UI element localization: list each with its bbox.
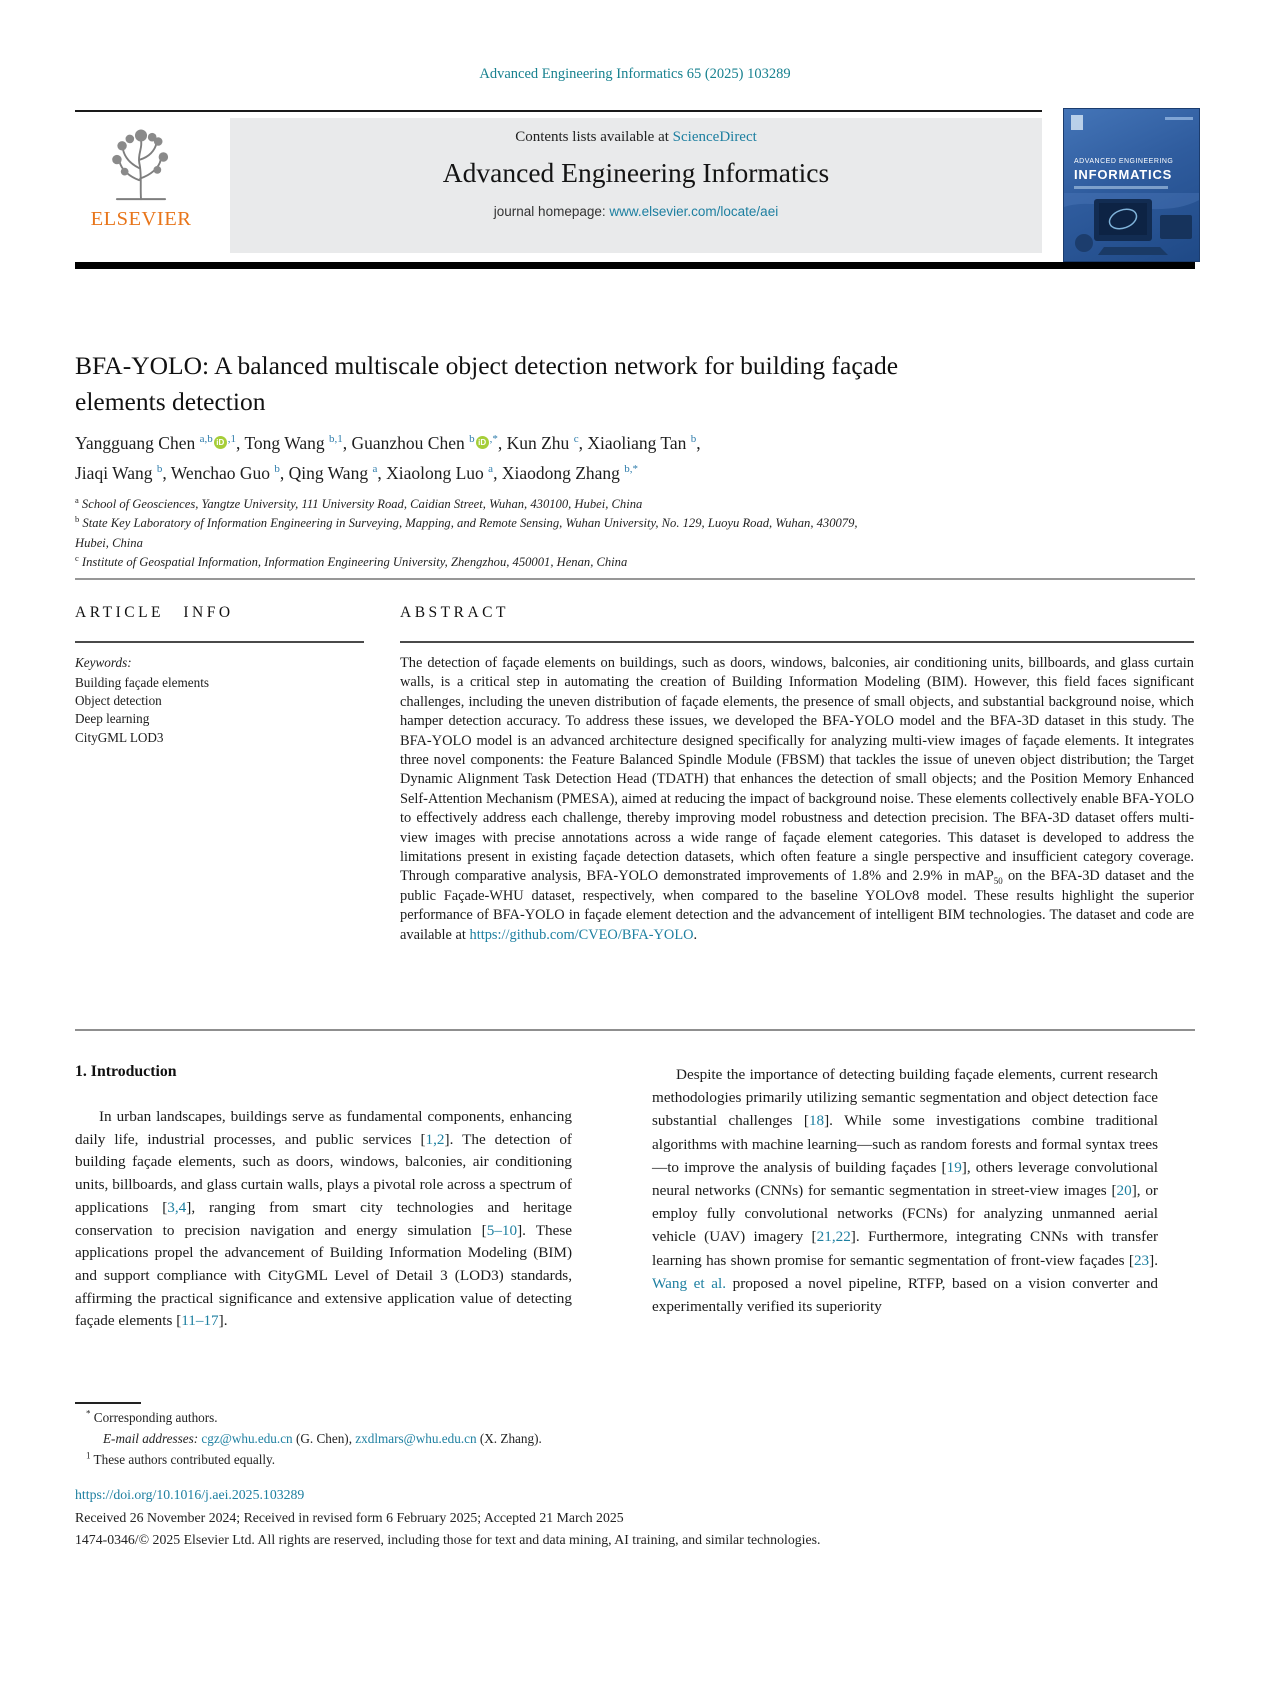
journal-cover-thumbnail[interactable]: [1063, 108, 1200, 262]
article-info-heading: ARTICLE INFO: [75, 604, 234, 621]
cover-issn-mark: [1165, 117, 1193, 120]
orcid-icon[interactable]: iD: [214, 436, 227, 449]
text-run: on the BFA-3D dataset and the public Façade-WHU dataset, respectively, when compared to the baseline YOLOv8 model. These results highlight the superior performance of BFA-YOLO in façade element detection and the advancement of intelligent BIM technologies. The dataset and code are available at: [400, 868, 1194, 943]
text-run: proposed a novel pipeline, RTFP, based on a vision converter and experimentally verified its superiority: [652, 1274, 1159, 1316]
text-run: The detection of façade elements on buildings, such as doors, windows, balconies, air conditioning units, billboards, and glass curtain walls, is a critical step in automating the creation of Building Information Modeling (BIM). However, this field faces significant challenges, including the uneven distribution of façade elements, the presence of small objects, and substantial background noise, which hamper detection accuracy. To address these issues, we developed the BFA-YOLO model and the BFA-3D dataset in this study. The BFA-YOLO model is an advanced architecture designed specifically for analyzing multi-view images of façade elements. It integrates three novel components: the Feature Balanced Spindle Module (FBSM) that tackles the issue of uneven object distribution; the Target Dynamic Alignment Task Detection Head (TDATH) that enhances the detection of small objects; and the Position Memory Enhanced Self-Attention Mechanism (PMESA), aimed at reducing the impact of background noise. These elements collectively enable BFA-YOLO to effectively address each challenge, thereby improving model robustness and detection precision. The BFA-3D dataset offers multi-view images with precise annotations across a wide range of façade element categories. This dataset is developed to address the limitations present in existing façade detection datasets, which often feature a single perspective and insufficient category coverage. Through comparative analysis, BFA-YOLO demonstrated improvements of 1.8% and 2.9% in mAP: [400, 655, 1194, 885]
italic-text: State Key Laboratory of Information Engineering in Surveying, Mapping, and Remote Sensing, Wuhan University, No. 129, Luoyu Road, Wuhan, 430079, Hubei, China: [75, 516, 858, 550]
article-title: BFA-YOLO: A balanced multiscale object detection network for building façade elements detection: [75, 351, 899, 416]
text-run: , Qing Wang: [279, 462, 373, 483]
header-bottom-bar: [75, 262, 1195, 269]
inline-link[interactable]: 1,2: [425, 1130, 445, 1148]
footnote-equal-contribution: [86, 1452, 275, 1468]
superscript: b: [75, 514, 80, 525]
footnote-corresponding: [86, 1410, 218, 1426]
text-run: ]. While some investigations combine traditional algorithms with machine learning—such as random forests and formal syntax trees—to improve the analysis of building façades [: [652, 1112, 1158, 1176]
abstract-rule: [400, 641, 1194, 643]
text-run: , Kun Zhu: [497, 433, 574, 453]
orcid-icon[interactable]: iD: [476, 436, 489, 449]
text-run: , Tong Wang: [236, 433, 329, 453]
subscript: 50: [993, 876, 1003, 887]
italic-text: Institute of Geospatial Information, Information Engineering University, Zhengzhou, 450001, Henan, China: [78, 554, 628, 569]
keyword-item: CityGML LOD3: [75, 729, 164, 745]
keyword-item: Building façade elements: [75, 675, 210, 690]
italic-text: School of Geosciences, Yangtze University, 111 University Road, Caidian Street, Wuhan, 430100, Hubei, China: [78, 497, 643, 511]
inline-link[interactable]: 20: [1116, 1182, 1132, 1200]
inline-link[interactable]: ScienceDirect: [672, 129, 757, 145]
superscript: b: [690, 433, 697, 446]
section-divider-top: [75, 578, 1195, 580]
affiliation-b: [75, 514, 875, 553]
text-run: , Guanzhou Chen: [342, 433, 470, 453]
contents-line: [230, 118, 1042, 146]
cover-title-line1: ADVANCED ENGINEERING: [1074, 158, 1174, 165]
superscript: b,1: [328, 433, 343, 446]
text-run: , Wenchao Guo: [162, 462, 275, 483]
superscript: a: [488, 462, 494, 475]
abstract-body: [400, 654, 1194, 945]
homepage-line: [230, 204, 1042, 219]
authors-line-1: [75, 429, 1155, 459]
inline-link[interactable]: Wang et al.: [652, 1274, 726, 1292]
text-run: , Xiaolong Luo: [377, 462, 489, 483]
text-run: ]. Furthermore, integrating CNNs with transfer learning has shown promise for semantic segmentation of front-view façades [: [652, 1228, 1158, 1269]
affiliation-a: [75, 495, 875, 514]
inline-link[interactable]: 3,4: [167, 1198, 187, 1216]
text-run: Jiaqi Wang: [75, 462, 157, 483]
introduction-heading: 1. Introduction: [75, 1063, 177, 1080]
inline-link[interactable]: 23: [1133, 1251, 1150, 1269]
text-run: Contents lists available at: [515, 129, 673, 145]
inline-link[interactable]: zxdlmars@whu.edu.cn: [355, 1431, 477, 1446]
superscript: b: [274, 462, 280, 475]
superscript: a: [372, 462, 378, 475]
text-run: Corresponding authors.: [90, 1410, 218, 1425]
affiliation-c: [75, 553, 875, 572]
footnote-rule: [75, 1402, 141, 1404]
superscript: a: [75, 494, 79, 505]
journal-ref: Advanced Engineering Informatics 65 (2025) 103289: [479, 66, 791, 82]
text-run: , Xiaoliang Tan: [578, 433, 691, 453]
cover-art: [1064, 193, 1200, 261]
text-run: (G. Chen),: [292, 1431, 356, 1446]
keyword-item: Deep learning: [75, 711, 150, 727]
keywords-label: Keywords:: [75, 655, 132, 670]
doi-link[interactable]: https://doi.org/10.1016/j.aei.2025.103289: [75, 1487, 305, 1502]
authors-line-2: [75, 459, 1155, 489]
elsevier-wordmark: ELSEVIER: [90, 208, 192, 230]
inline-link[interactable]: 5–10: [486, 1221, 518, 1239]
article-info-rule: [75, 641, 364, 643]
author-list: [75, 429, 1155, 488]
cover-subtitle-mark: [1074, 186, 1168, 189]
italic-text: E-mail addresses:: [103, 1431, 202, 1446]
superscript: c: [75, 552, 79, 563]
text-run: ], others leverage convolutional neural networks (CNNs) for semantic segmentation in street-view images [: [652, 1158, 1158, 1200]
text-run: These authors contributed equally.: [90, 1452, 276, 1467]
journal-title: Advanced Engineering Informatics: [442, 157, 830, 188]
inline-link[interactable]: 21,22: [816, 1228, 851, 1246]
affiliations: [75, 495, 875, 572]
footnote-emails: [103, 1431, 542, 1447]
superscript: ,1: [227, 433, 237, 446]
superscript: a,b: [199, 433, 213, 446]
elsevier-logo: [80, 120, 202, 231]
superscript: c: [573, 433, 579, 446]
superscript: b: [156, 462, 163, 475]
text-run: ], or employ fully convolutional networks (FCNs) for analyzing unmanned aerial vehicle (UAV) imagery [: [652, 1182, 1158, 1246]
inline-link[interactable]: 19: [946, 1158, 962, 1176]
text-run: ], ranging from smart city technologies and heritage conservation to precision navigation and energy simulation [: [75, 1198, 572, 1239]
received-dates: Received 26 November 2024; Received in revised form 6 February 2025; Accepted 21 March 2025: [75, 1510, 624, 1525]
keywords-list: [75, 674, 209, 747]
inline-link[interactable]: www.elsevier.com/locate/aei: [609, 204, 779, 219]
superscript: b,*: [624, 462, 639, 475]
inline-link[interactable]: cgz@whu.edu.cn: [201, 1431, 293, 1446]
text-run: (X. Zhang).: [476, 1431, 542, 1446]
inline-link[interactable]: 18: [808, 1112, 825, 1130]
header-top-rule: [75, 110, 1042, 112]
text-run: Yangguang Chen: [75, 433, 200, 453]
journal-banner: [230, 118, 1042, 253]
inline-link[interactable]: https://github.com/CVEO/BFA-YOLO: [469, 926, 694, 943]
superscript: ,*: [489, 433, 498, 446]
elsevier-tree-icon: [97, 120, 185, 206]
superscript: b: [469, 433, 475, 446]
section-divider-bottom: [75, 1029, 1195, 1031]
text-run: , Xiaodong Zhang: [493, 462, 625, 483]
text-run: ].: [218, 1312, 228, 1330]
text-run: Despite the importance of detecting building façade elements, current research methodologies primarily utilizing semantic segmentation and object detection face substantial challenges [: [652, 1066, 1158, 1130]
introduction-left-column: [75, 1106, 572, 1333]
superscript: *: [86, 1408, 91, 1419]
copyright-line: 1474-0346/© 2025 Elsevier Ltd. All rights are reserved, including those for text and data mining, AI training, and similar technologies.: [75, 1532, 821, 1547]
cover-title-line2: INFORMATICS: [1074, 167, 1173, 182]
text-run: ].: [1149, 1251, 1158, 1269]
keyword-item: Object detection: [75, 693, 162, 709]
cover-emblem-icon: [1071, 115, 1083, 130]
superscript: 1: [86, 1450, 91, 1461]
text-run: ,: [696, 433, 701, 453]
introduction-right-column: [652, 1063, 1158, 1318]
text-run: .: [693, 926, 698, 943]
text-run: ]. These applications propel the advancement of Building Information Modeling (BIM) and support compliance with CityGML Level of Detail 3 (LOD3) standards, affirming the practical significance and extensive application value of detecting façade elements [: [75, 1221, 572, 1330]
abstract-heading: ABSTRACT: [400, 604, 509, 621]
text-run: journal homepage:: [493, 204, 610, 219]
text-run: ]. The detection of building façade elements, such as doors, windows, balconies, air conditioning units, billboards, and glass curtain walls, plays a pivotal role across a spectrum of applications [: [75, 1130, 572, 1216]
text-run: In urban landscapes, buildings serve as fundamental components, enhancing daily life, industrial processes, and public services [: [75, 1108, 572, 1148]
inline-link[interactable]: 11–17: [181, 1312, 219, 1330]
